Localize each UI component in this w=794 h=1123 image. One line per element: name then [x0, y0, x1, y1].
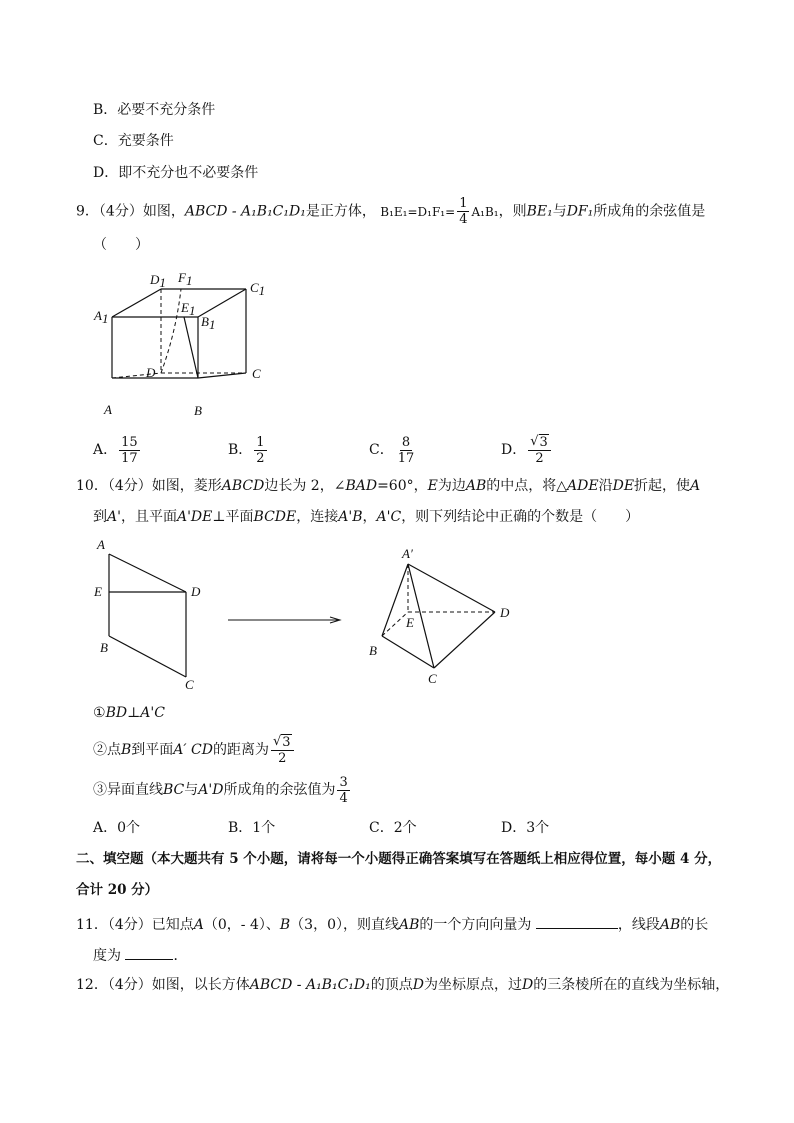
q11-answer-blank-1[interactable]	[536, 914, 618, 929]
section-2-heading-line1: 二、填空题（本大题共有 5 个小题，请将每一个小题得正确答案填写在答题纸上相应得位置，每小题 4 分，	[76, 851, 722, 867]
label-C: C	[428, 671, 437, 686]
q9-option-b: B． $\frac{1}{2}$	[228, 434, 265, 466]
q10-statement-1: ①BD⊥A'C	[93, 705, 165, 721]
q8-option-d: D．即不充分也不必要条件	[93, 165, 259, 181]
edge-BC	[109, 636, 186, 677]
segment-BE1	[184, 317, 198, 378]
q10-option-c: C．2个	[369, 820, 417, 836]
q10-option-b: B．1个	[228, 820, 276, 836]
q9-equation: B₁E₁=D₁F₁= $\frac{1}{4}$ A₁B₁	[380, 196, 499, 227]
label-E: E	[94, 584, 102, 599]
q12-line1: 12．（4分）如图，以长方体ABCD - A₁B₁C₁D₁的顶点D为坐标原点，过D的三条棱所在的直线为坐标轴，	[76, 977, 730, 993]
q10-option-d: D．3个	[501, 820, 550, 836]
q8-option-b: B．必要不充分条件	[93, 102, 216, 118]
edge-ApB	[382, 564, 408, 636]
label-B1: B1	[201, 314, 216, 332]
q10-option-a: A．0个	[93, 820, 141, 836]
q11-answer-blank-2[interactable]	[125, 945, 173, 960]
label-E1: E1	[181, 300, 196, 318]
label-Ap: A′	[402, 546, 413, 561]
q9-stem: 9．（4分）如图，ABCD - A₁B₁C₁D₁是正方体， B₁E₁=D₁F₁= $\frac{1}{4}$ A₁B₁，则BE₁与DF₁所成角的余弦值是	[76, 196, 706, 227]
label-A: A	[97, 537, 105, 552]
section-2-heading-line2: 合计 20 分）	[76, 882, 159, 898]
q9-paren: （ ）	[93, 237, 149, 253]
edge-A1D1	[112, 289, 161, 317]
label-E: E	[406, 615, 414, 630]
q10-pyramid-figure	[362, 538, 532, 688]
label-D: D	[146, 365, 156, 380]
fold-arrow-icon	[226, 613, 346, 627]
q10-stem-line2: 到A'，且平面A'DE⊥平面BCDE，连接A'B，A'C，则下列结论中正确的个数是（ ）	[93, 509, 640, 525]
q9-option-d: D． √ 3 2	[501, 432, 553, 468]
segment-DF1-hidden	[161, 289, 181, 373]
q9-option-c: C． $\frac{8}{17}$	[369, 434, 415, 466]
label-D: D	[500, 605, 510, 620]
edge-BC	[198, 373, 246, 378]
q9-cube-figure	[88, 262, 278, 422]
q11-line2: 度为 ．	[93, 945, 187, 965]
edge-B1C1	[198, 289, 246, 317]
q11-line1: 11．（4分）已知点A（0，- 4）、B（3，0），则直线AB的一个方向向量为 ，线段AB的长	[76, 914, 708, 934]
q10-statement-3: ③异面直线BC与A'D所成角的余弦值为 $\frac{3}{4}$	[93, 774, 348, 806]
label-B: B	[194, 403, 202, 418]
label-B: B	[369, 643, 377, 658]
edge-AD	[109, 554, 186, 592]
label-A: A	[104, 402, 112, 417]
q8-option-c: C．充要条件	[93, 133, 174, 149]
label-D1: D1	[150, 272, 166, 290]
label-D: D	[191, 584, 201, 599]
edge-CD	[434, 612, 495, 668]
q10-statement-2: ②点B到平面A′ CD的距离为 √ 3 2	[93, 732, 296, 768]
edge-ApD	[408, 564, 495, 612]
q10-stem-line1: 10．（4分）如图，菱形ABCD边长为 2，∠BAD=60°，E为边AB的中点，将△ADE沿DE折起，使A	[76, 478, 701, 494]
label-F1: F1	[178, 270, 193, 288]
label-C1: C1	[250, 280, 266, 298]
label-A1: A1	[94, 308, 109, 326]
q9-option-a: A． $\frac{15}{17}$	[93, 434, 138, 466]
edge-BC	[382, 636, 434, 668]
q10-rhombus-figure	[88, 532, 218, 694]
label-C: C	[185, 677, 194, 692]
label-B: B	[100, 640, 108, 655]
label-C: C	[252, 366, 261, 381]
